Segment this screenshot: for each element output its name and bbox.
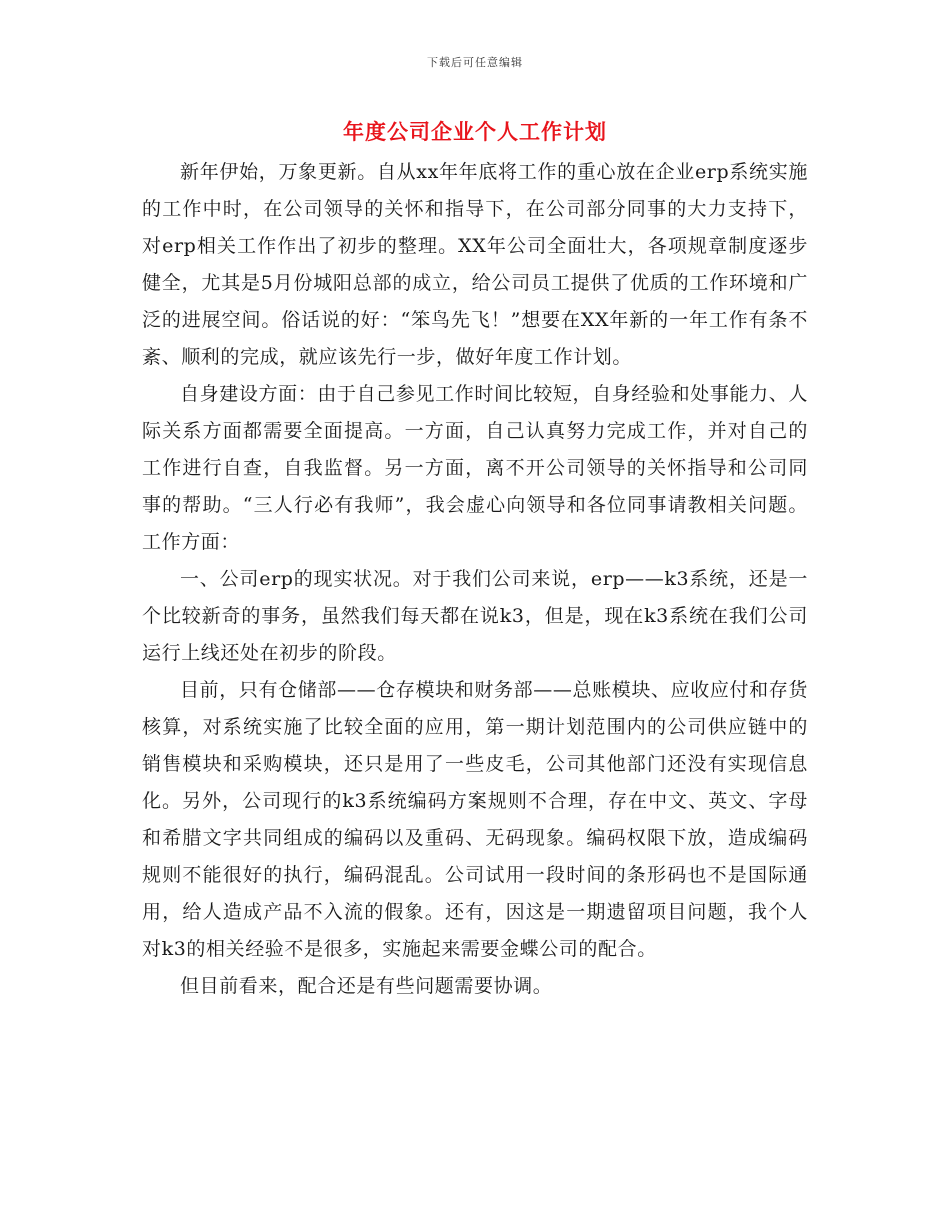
document-title: 年度公司企业个人工作计划 xyxy=(343,120,607,144)
document-body xyxy=(142,154,808,1005)
paragraph-self-development: 自身建设方面：由于自己参见工作时间比较短，自身经验和处事能力、人际关系方面都需要全面提高。一方面，自己认真努力完成工作，并对自己的工作进行自查，自我监督。另一方面，离不开公司领导的关怀指导和公司同事的帮助。“三人行必有我师”，我会虚心向领导和各位同事请教相关问题。 工作方面： xyxy=(142,383,808,553)
page-header: 下载后可任意编辑 xyxy=(427,56,523,69)
paragraph-erp-status: 一、公司erp的现实状况。对于我们公司来说，erp——k3系统，还是一个比较新奇的事务，虽然我们每天都在说k3，但是，现在k3系统在我们公司运行上线还处在初步的阶段。 xyxy=(142,568,808,664)
paragraph-coordination: 但目前看来，配合还是有些问题需要协调。 xyxy=(180,975,553,997)
paragraph-current-situation: 目前，只有仓储部——仓存模块和财务部——总账模块、应收应付和存货核算，对系统实施了比较全面的应用，第一期计划范围内的公司供应链中的销售模块和采购模块，还只是用了一些皮毛，公司其他部门还没有实现信息化。另外，公司现行的k3系统编码方案规则不合理，存在中文、英文、字母和希腊文字共同组成的编码以及重码、无码现象。编码权限下放，造成编码规则不能很好的执行，编码混乱。公司试用一段时间的条形码也不是国际通用，给人造成产品不入流的假象。还有，因这是一期遗留项目问题，我个人对k3的相关经验不是很多，实施起来需要金蝶公司的配合。 xyxy=(142,679,808,960)
paragraph-intro: 新年伊始，万象更新。自从xx年年底将工作的重心放在企业erp系统实施的工作中时，在公司领导的关怀和指导下，在公司部分同事的大力支持下，对erp相关工作作出了初步的整理。XX年公司全面壮大，各项规章制度逐步健全，尤其是5月份城阳总部的成立，给公司员工提供了优质的工作环境和广泛的进展空间。俗话说的好：“笨鸟先飞！”想要在XX年新的一年工作有条不紊、顺利的完成，就应该先行一步，做好年度工作计划。 xyxy=(142,161,808,368)
